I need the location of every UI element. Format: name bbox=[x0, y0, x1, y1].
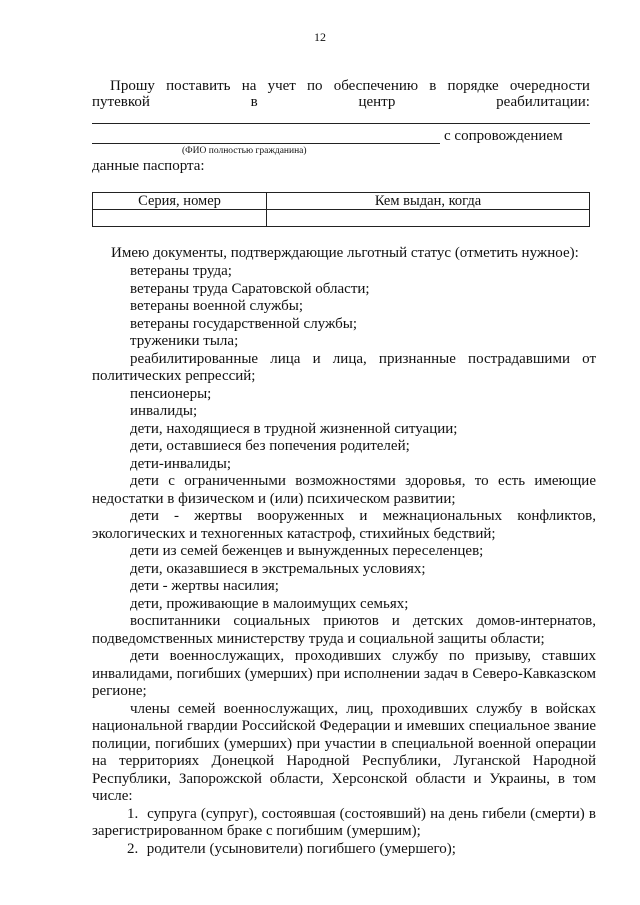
benefit-item[interactable]: дети с ограниченными возможностями здоровья, то есть имеющие недостатки в физическом и (или) психическом развитии; bbox=[92, 473, 596, 507]
benefit-item[interactable]: дети, проживающие в малоимущих семьях; bbox=[130, 595, 409, 612]
benefit-item[interactable]: ветераны государственной службы; bbox=[130, 315, 358, 332]
passport-header-issued: Кем выдан, когда bbox=[267, 193, 590, 210]
benefit-item[interactable]: дети из семей беженцев и вынужденных переселенцев; bbox=[130, 543, 484, 559]
request-word: обеспечению bbox=[333, 78, 419, 94]
request-word: в bbox=[250, 94, 258, 110]
benefit-item[interactable]: воспитанники социальных приютов и детских домов-интернатов, подведомственных министерству труда и социальной защиты области; bbox=[92, 613, 596, 647]
benefit-item[interactable]: реабилитированные лица и лица, признанные пострадавшими от политических репрессий; bbox=[92, 350, 596, 384]
request-word: поставить bbox=[166, 78, 231, 94]
benefit-item[interactable]: дети-инвалиды; bbox=[130, 455, 231, 472]
benefit-item[interactable]: ветераны труда; bbox=[130, 263, 232, 279]
benefit-item[interactable]: дети - жертвы насилия; bbox=[130, 578, 279, 594]
fio-caption: (ФИО полностью гражданина) bbox=[182, 146, 307, 156]
benefit-subitem[interactable] bbox=[92, 806, 596, 841]
passport-header-row bbox=[93, 193, 590, 210]
request-word: в bbox=[429, 78, 437, 94]
request-word: центр bbox=[358, 94, 396, 110]
name-blank-line-2[interactable] bbox=[92, 143, 440, 144]
subitem-text: супруга (супруг), состоявшая (состоявший) на день гибели (смерти) в зарегистрированном браке с погибшим (умершим); bbox=[92, 805, 596, 839]
benefit-item[interactable]: дети военнослужащих, проходивших службу по призыву, ставших инвалидами, погибших (умерших) при исполнении задач в Северо-Кавказском регионе; bbox=[92, 648, 596, 699]
escort-label: с сопровождением bbox=[444, 128, 563, 144]
request-word: очередности bbox=[509, 78, 590, 94]
benefit-item[interactable]: пенсионеры; bbox=[130, 385, 212, 402]
subitem-number: 1. bbox=[127, 805, 139, 822]
benefit-item[interactable]: дети, оставшиеся без попечения родителей; bbox=[130, 438, 410, 454]
passport-label: данные паспорта: bbox=[92, 158, 205, 174]
subitem-text: родители (усыновители) погибшего (умершего); bbox=[143, 840, 456, 857]
request-word: путевкой bbox=[92, 94, 150, 110]
benefit-subitem[interactable] bbox=[92, 841, 596, 859]
passport-input-row bbox=[93, 210, 590, 227]
passport-table bbox=[92, 192, 590, 227]
request-word: порядке bbox=[447, 78, 499, 94]
benefit-item[interactable]: труженики тыла; bbox=[130, 333, 239, 349]
passport-series-field[interactable] bbox=[93, 210, 267, 227]
request-word: реабилитации: bbox=[496, 94, 590, 110]
request-word: на bbox=[241, 78, 257, 94]
benefits-list bbox=[92, 263, 596, 858]
subitem-number: 2. bbox=[127, 840, 139, 857]
benefit-item[interactable]: инвалиды; bbox=[130, 403, 198, 419]
request-word: по bbox=[307, 78, 323, 94]
benefit-item[interactable]: ветераны труда Саратовской области; bbox=[130, 280, 370, 297]
benefits-intro: Имею документы, подтверждающие льготный статус (отметить нужное): bbox=[111, 245, 579, 261]
request-word: Прошу bbox=[110, 78, 155, 94]
passport-header-series: Серия, номер bbox=[93, 193, 267, 210]
page-number: 12 bbox=[314, 30, 326, 44]
benefit-item[interactable]: члены семей военнослужащих, лиц, проходивших службу в войсках национальной гвардии Российской Федерации и имевших специальное звание полиции, погибших (умерших) при участии в специальной военной операции на территориях Донецкой Народной Республики, Луганской Народной Республики, Запорожской области, Херсонской области и Украины, в том числе: bbox=[92, 700, 596, 804]
request-word: учет bbox=[267, 78, 296, 94]
benefit-item[interactable]: ветераны военной службы; bbox=[130, 298, 304, 314]
request-line-2 bbox=[92, 93, 590, 111]
benefit-item[interactable]: дети, находящиеся в трудной жизненной ситуации; bbox=[130, 420, 458, 437]
passport-issued-field[interactable] bbox=[267, 210, 590, 227]
benefit-item[interactable]: дети, оказавшиеся в экстремальных условиях; bbox=[130, 560, 426, 577]
name-blank-line-1[interactable] bbox=[92, 123, 590, 124]
benefit-item[interactable]: дети - жертвы вооруженных и межнациональных конфликтов, экологических и техногенных катастроф, стихийных бедствий; bbox=[92, 508, 596, 542]
